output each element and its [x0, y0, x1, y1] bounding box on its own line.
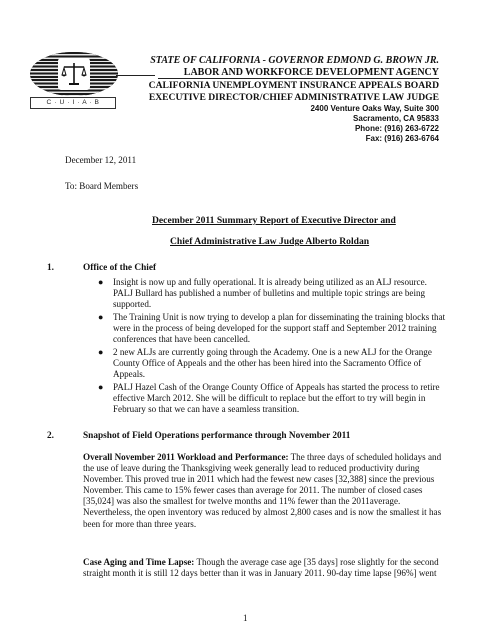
section-title: Snapshot of Field Operations performance through November 2011 [83, 431, 351, 441]
section-number: 2. [47, 431, 54, 441]
letterhead-fax: Fax: (916) 263-6764 [365, 134, 439, 143]
paragraph-body: Though the average case age [35 days] rose slightly for the second straight month it is still 12 days better than it was in January 2011. 90-day time lapse [96%] went [83, 557, 439, 579]
workload-paragraph [83, 452, 445, 530]
letterhead-address: 2400 Venture Oaks Way, Suite 300 [310, 104, 439, 113]
section-number: 1. [47, 263, 54, 273]
bullet-icon: ● [98, 277, 104, 287]
bullet-icon: ● [98, 382, 104, 392]
letterhead-divider [158, 78, 439, 79]
paragraph-heading: Overall November 2011 Workload and Performance: [83, 452, 289, 462]
list-item: The Training Unit is now trying to develop a plan for disseminating the training blocks that were in the process of being developed for the support staff and September 2012 training conferences that have been cancelled. [113, 312, 446, 345]
report-title-line1: December 2011 Summary Report of Executive Director and [152, 215, 396, 226]
letterhead-office-line: EXECUTIVE DIRECTOR/CHIEF ADMINISTRATIVE LAW JUDGE [148, 92, 439, 103]
case-aging-paragraph [83, 557, 445, 579]
section-title: Office of the Chief [83, 263, 157, 273]
page-number: 1 [243, 613, 248, 623]
letterhead-phone: Phone: (916) 263-6722 [354, 124, 439, 133]
list-item: Insight is now up and fully operational. It is already being utilized as an ALJ resource. PALJ Bullard has published a number of bulletins and multiple topic strings are being supported. [113, 277, 427, 310]
bullet-icon: ● [98, 347, 104, 357]
scales-of-justice-icon [60, 60, 88, 88]
bullet-icon: ● [98, 312, 104, 322]
paragraph-body: The three days of scheduled holidays and the use of leave during the Thanksgiving week generally lead to reduced productivity during November. This proved true in 2011 which had the fewest new cases [32,388] since the previous November. This came to 15% fewer cases than average for 2011. The number of closed cases [35,024] was also the smallest for twelve months and 11% fewer than the 2011average. Nevertheless, the open inventory was reduced by almost 2,800 cases and is now the smallest it has been for more than three years. [83, 452, 442, 529]
seal-caption: C · U · I · A · B [30, 97, 116, 109]
letterhead-state-line: STATE OF CALIFORNIA - GOVERNOR EDMOND G. BROWN JR. [150, 55, 439, 66]
list-item: PALJ Hazel Cash of the Orange County Office of Appeals has started the process to retire effective March 2012. She will be difficult to replace but the effort to try will begin in February so that we can have a seamless transition. [113, 382, 440, 415]
letterhead-agency-line: LABOR AND WORKFORCE DEVELOPMENT AGENCY [183, 67, 439, 78]
letterhead-rule-short [116, 75, 155, 76]
letterhead-city: Sacramento, CA 95833 [353, 114, 439, 123]
memo-recipient: To: Board Members [65, 181, 139, 191]
cuiab-seal-logo [30, 52, 118, 96]
paragraph-heading: Case Aging and Time Lapse: [83, 557, 195, 567]
letterhead-board-line: CALIFORNIA UNEMPLOYMENT INSURANCE APPEALS BOARD [148, 80, 439, 91]
report-title-line2: Chief Administrative Law Judge Alberto Roldan [170, 236, 370, 247]
list-item: 2 new ALJs are currently going through the Academy. One is a new ALJ for the Orange County Office of Appeals and the other has been hired into the Sacramento Office of Appeals. [113, 347, 432, 380]
memo-date: December 12, 2011 [65, 155, 137, 165]
